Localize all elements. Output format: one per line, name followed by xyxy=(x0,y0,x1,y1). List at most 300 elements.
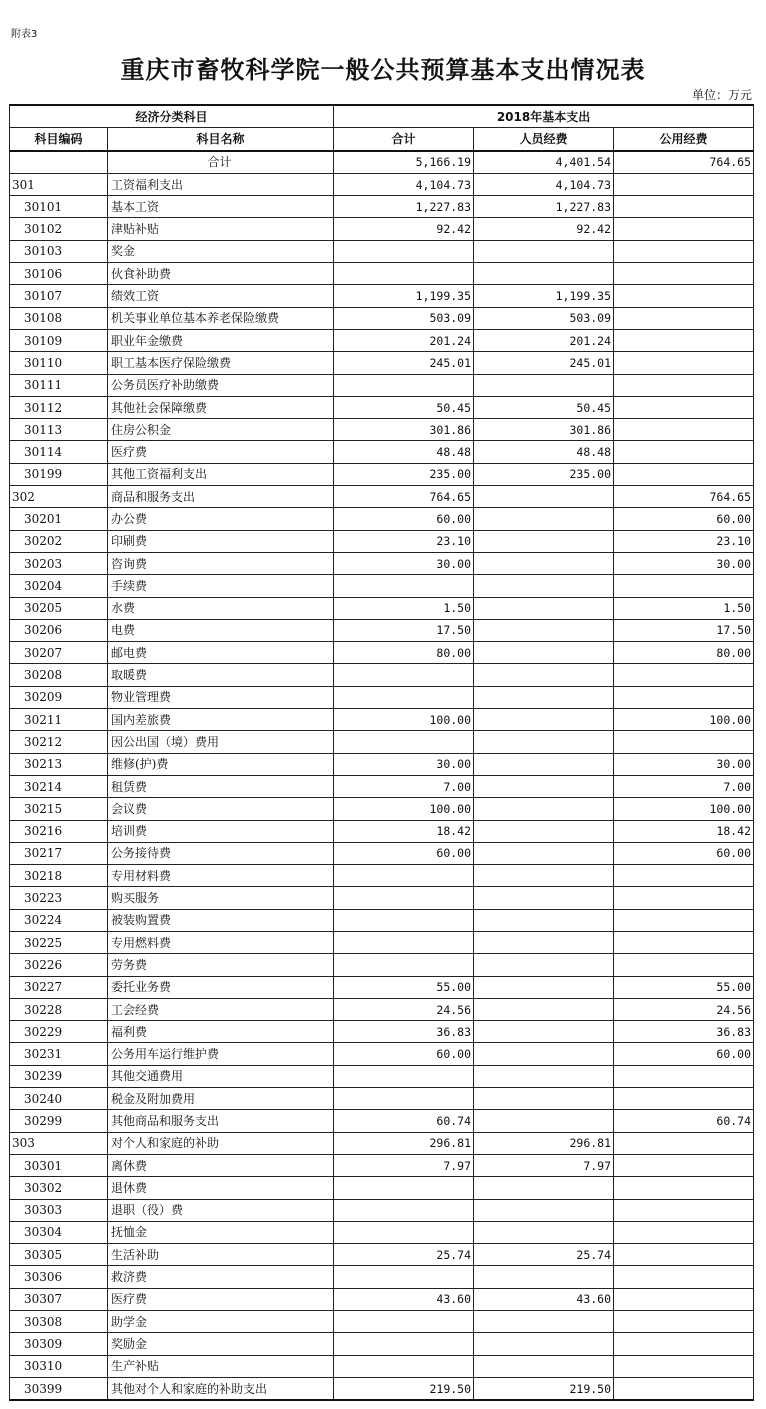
row-name: 公务员医疗补助缴费 xyxy=(108,374,334,396)
row-code: 30112 xyxy=(10,396,108,418)
row-code: 30103 xyxy=(10,240,108,262)
row-name: 邮电费 xyxy=(108,642,334,664)
row-total xyxy=(334,1221,474,1243)
row-total xyxy=(334,731,474,753)
table-row xyxy=(10,463,754,485)
row-code: 303 xyxy=(10,1132,108,1154)
table-row xyxy=(10,508,754,530)
table-row xyxy=(10,753,754,775)
row-name: 购买服务 xyxy=(108,887,334,909)
row-personnel: 301.86 xyxy=(474,419,614,441)
row-code: 30199 xyxy=(10,463,108,485)
row-personnel xyxy=(474,820,614,842)
row-public: 17.50 xyxy=(614,619,754,641)
row-name: 培训费 xyxy=(108,820,334,842)
row-public xyxy=(614,1244,754,1266)
row-personnel xyxy=(474,775,614,797)
row-personnel: 1,199.35 xyxy=(474,285,614,307)
page-title: 重庆市畜牧科学院一般公共预算基本支出情况表 xyxy=(120,56,646,84)
row-code: 30111 xyxy=(10,374,108,396)
row-code: 30301 xyxy=(10,1154,108,1176)
row-personnel xyxy=(474,1110,614,1132)
row-public: 764.65 xyxy=(614,151,754,174)
row-public xyxy=(614,352,754,374)
row-public: 23.10 xyxy=(614,530,754,552)
row-total: 100.00 xyxy=(334,709,474,731)
row-name: 公务用车运行维护费 xyxy=(108,1043,334,1065)
row-name: 其他工资福利支出 xyxy=(108,463,334,485)
table-row xyxy=(10,842,754,864)
row-name: 机关事业单位基本养老保险缴费 xyxy=(108,307,334,329)
row-personnel xyxy=(474,909,614,931)
row-public xyxy=(614,396,754,418)
row-total: 1,227.83 xyxy=(334,196,474,218)
row-name: 伙食补助费 xyxy=(108,263,334,285)
row-name: 奖金 xyxy=(108,240,334,262)
row-name: 其他社会保障缴费 xyxy=(108,396,334,418)
row-code: 30201 xyxy=(10,508,108,530)
row-personnel xyxy=(474,1177,614,1199)
row-total: 17.50 xyxy=(334,619,474,641)
table-row xyxy=(10,374,754,396)
row-total xyxy=(334,240,474,262)
row-total: 50.45 xyxy=(334,396,474,418)
table-row xyxy=(10,1132,754,1154)
header-name: 科目名称 xyxy=(108,128,334,151)
row-personnel xyxy=(474,374,614,396)
table-row xyxy=(10,285,754,307)
row-code: 30106 xyxy=(10,263,108,285)
row-total xyxy=(334,1199,474,1221)
row-total: 503.09 xyxy=(334,307,474,329)
table-row xyxy=(10,1355,754,1377)
row-code: 30107 xyxy=(10,285,108,307)
table-row xyxy=(10,1177,754,1199)
row-public xyxy=(614,865,754,887)
row-name: 电费 xyxy=(108,619,334,641)
row-personnel xyxy=(474,709,614,731)
row-personnel xyxy=(474,998,614,1020)
row-personnel: 7.97 xyxy=(474,1154,614,1176)
row-public: 60.00 xyxy=(614,508,754,530)
table-row xyxy=(10,486,754,508)
row-personnel: 43.60 xyxy=(474,1288,614,1310)
table-row xyxy=(10,731,754,753)
row-personnel xyxy=(474,686,614,708)
row-public: 55.00 xyxy=(614,976,754,998)
row-public: 18.42 xyxy=(614,820,754,842)
row-total: 7.00 xyxy=(334,775,474,797)
row-code: 30228 xyxy=(10,998,108,1020)
row-personnel: 296.81 xyxy=(474,1132,614,1154)
table-row xyxy=(10,820,754,842)
row-personnel xyxy=(474,753,614,775)
row-personnel xyxy=(474,1088,614,1110)
row-public xyxy=(614,686,754,708)
row-name: 办公费 xyxy=(108,508,334,530)
row-total xyxy=(334,1177,474,1199)
row-public xyxy=(614,329,754,351)
row-personnel xyxy=(474,865,614,887)
row-public xyxy=(614,263,754,285)
row-public xyxy=(614,1199,754,1221)
row-public xyxy=(614,1311,754,1333)
table-row xyxy=(10,1288,754,1310)
row-personnel xyxy=(474,1043,614,1065)
row-public xyxy=(614,196,754,218)
row-public xyxy=(614,1221,754,1243)
table-body xyxy=(10,151,754,1401)
table-row xyxy=(10,1065,754,1087)
row-public: 1.50 xyxy=(614,597,754,619)
table-row xyxy=(10,307,754,329)
row-code: 30304 xyxy=(10,1221,108,1243)
row-personnel: 1,227.83 xyxy=(474,196,614,218)
table-row xyxy=(10,441,754,463)
table-row xyxy=(10,909,754,931)
table-row xyxy=(10,352,754,374)
row-code: 30113 xyxy=(10,419,108,441)
row-public xyxy=(614,731,754,753)
row-total: 4,104.73 xyxy=(334,173,474,195)
row-name: 工会经费 xyxy=(108,998,334,1020)
table-row xyxy=(10,1244,754,1266)
row-code: 30217 xyxy=(10,842,108,864)
row-code: 30309 xyxy=(10,1333,108,1355)
table-row xyxy=(10,530,754,552)
row-personnel xyxy=(474,931,614,953)
row-total xyxy=(334,664,474,686)
table-row xyxy=(10,619,754,641)
row-name: 工资福利支出 xyxy=(108,173,334,195)
row-public: 764.65 xyxy=(614,486,754,508)
row-code: 30208 xyxy=(10,664,108,686)
row-name: 取暖费 xyxy=(108,664,334,686)
row-public xyxy=(614,1266,754,1288)
header-group-budget: 2018年基本支出 xyxy=(334,105,754,128)
row-code: 30306 xyxy=(10,1266,108,1288)
row-total xyxy=(334,931,474,953)
row-personnel xyxy=(474,664,614,686)
table-row xyxy=(10,1266,754,1288)
row-name: 医疗费 xyxy=(108,441,334,463)
table-row xyxy=(10,597,754,619)
row-public xyxy=(614,887,754,909)
table-row xyxy=(10,196,754,218)
attachment-label: 附表3 xyxy=(11,29,38,40)
row-total: 301.86 xyxy=(334,419,474,441)
row-personnel: 48.48 xyxy=(474,441,614,463)
row-total: 60.00 xyxy=(334,1043,474,1065)
row-personnel xyxy=(474,1199,614,1221)
table-row xyxy=(10,642,754,664)
row-code: 301 xyxy=(10,173,108,195)
row-personnel xyxy=(474,1333,614,1355)
table-row xyxy=(10,218,754,240)
table-row xyxy=(10,775,754,797)
row-total: 245.01 xyxy=(334,352,474,374)
row-total xyxy=(334,1266,474,1288)
row-public xyxy=(614,1288,754,1310)
row-code: 30213 xyxy=(10,753,108,775)
row-personnel xyxy=(474,240,614,262)
row-code xyxy=(10,151,108,174)
row-code: 30214 xyxy=(10,775,108,797)
row-total: 80.00 xyxy=(334,642,474,664)
table-row xyxy=(10,1333,754,1355)
row-name: 退职（役）费 xyxy=(108,1199,334,1221)
header-total: 合计 xyxy=(334,128,474,151)
row-public: 60.74 xyxy=(614,1110,754,1132)
table-row xyxy=(10,575,754,597)
row-personnel xyxy=(474,552,614,574)
row-personnel xyxy=(474,1266,614,1288)
row-public: 60.00 xyxy=(614,1043,754,1065)
row-name: 退休费 xyxy=(108,1177,334,1199)
row-total: 55.00 xyxy=(334,976,474,998)
row-name: 对个人和家庭的补助 xyxy=(108,1132,334,1154)
row-total: 764.65 xyxy=(334,486,474,508)
row-code: 30305 xyxy=(10,1244,108,1266)
row-name: 水费 xyxy=(108,597,334,619)
row-name: 福利费 xyxy=(108,1021,334,1043)
row-personnel: 4,104.73 xyxy=(474,173,614,195)
table-row xyxy=(10,329,754,351)
row-total xyxy=(334,686,474,708)
row-personnel xyxy=(474,1065,614,1087)
row-name: 被装购置费 xyxy=(108,909,334,931)
table-row xyxy=(10,1199,754,1221)
row-code: 30303 xyxy=(10,1199,108,1221)
row-code: 30302 xyxy=(10,1177,108,1199)
table-row xyxy=(10,1088,754,1110)
header-code: 科目编码 xyxy=(10,128,108,151)
row-total xyxy=(334,374,474,396)
table-row xyxy=(10,1021,754,1043)
row-total: 219.50 xyxy=(334,1377,474,1400)
row-total: 1,199.35 xyxy=(334,285,474,307)
row-name: 职工基本医疗保险缴费 xyxy=(108,352,334,374)
row-total: 7.97 xyxy=(334,1154,474,1176)
row-public xyxy=(614,173,754,195)
row-public xyxy=(614,1088,754,1110)
row-public xyxy=(614,1065,754,1087)
row-total: 100.00 xyxy=(334,798,474,820)
row-code: 30225 xyxy=(10,931,108,953)
row-personnel xyxy=(474,731,614,753)
row-public: 7.00 xyxy=(614,775,754,797)
table-row xyxy=(10,1110,754,1132)
row-public xyxy=(614,1132,754,1154)
table-row xyxy=(10,1154,754,1176)
row-total xyxy=(334,909,474,931)
row-total: 36.83 xyxy=(334,1021,474,1043)
row-total: 18.42 xyxy=(334,820,474,842)
row-personnel xyxy=(474,1021,614,1043)
row-public xyxy=(614,240,754,262)
table-row xyxy=(10,664,754,686)
row-personnel xyxy=(474,798,614,820)
row-total xyxy=(334,1088,474,1110)
row-name: 医疗费 xyxy=(108,1288,334,1310)
row-personnel xyxy=(474,530,614,552)
row-total xyxy=(334,887,474,909)
header-public: 公用经费 xyxy=(614,128,754,151)
row-total xyxy=(334,1355,474,1377)
row-total xyxy=(334,263,474,285)
row-total: 1.50 xyxy=(334,597,474,619)
row-name: 手续费 xyxy=(108,575,334,597)
table-row xyxy=(10,552,754,574)
table-row xyxy=(10,1043,754,1065)
row-code: 30109 xyxy=(10,329,108,351)
row-code: 30102 xyxy=(10,218,108,240)
row-public xyxy=(614,1154,754,1176)
row-code: 30110 xyxy=(10,352,108,374)
table-row xyxy=(10,976,754,998)
table-row xyxy=(10,263,754,285)
row-code: 30227 xyxy=(10,976,108,998)
row-name: 咨询费 xyxy=(108,552,334,574)
row-personnel xyxy=(474,954,614,976)
unit-label: 单位：万元 xyxy=(691,88,752,102)
row-name: 税金及附加费用 xyxy=(108,1088,334,1110)
header-group-economic: 经济分类科目 xyxy=(10,105,334,128)
row-personnel: 235.00 xyxy=(474,463,614,485)
header-personnel: 人员经费 xyxy=(474,128,614,151)
row-public xyxy=(614,931,754,953)
row-personnel xyxy=(474,486,614,508)
row-total xyxy=(334,1065,474,1087)
row-code: 30212 xyxy=(10,731,108,753)
row-total: 235.00 xyxy=(334,463,474,485)
row-public: 100.00 xyxy=(614,798,754,820)
row-code: 30307 xyxy=(10,1288,108,1310)
table-row xyxy=(10,419,754,441)
row-personnel xyxy=(474,642,614,664)
row-code: 30239 xyxy=(10,1065,108,1087)
row-name: 商品和服务支出 xyxy=(108,486,334,508)
row-personnel: 201.24 xyxy=(474,329,614,351)
table-row xyxy=(10,151,754,174)
row-personnel xyxy=(474,1311,614,1333)
row-public xyxy=(614,1377,754,1400)
row-public xyxy=(614,954,754,976)
row-name: 基本工资 xyxy=(108,196,334,218)
table-row xyxy=(10,954,754,976)
table-row xyxy=(10,709,754,731)
row-total: 48.48 xyxy=(334,441,474,463)
row-total xyxy=(334,954,474,976)
row-personnel xyxy=(474,575,614,597)
row-total: 60.00 xyxy=(334,508,474,530)
row-personnel xyxy=(474,976,614,998)
table-row xyxy=(10,173,754,195)
row-code: 30240 xyxy=(10,1088,108,1110)
row-name: 绩效工资 xyxy=(108,285,334,307)
row-total xyxy=(334,865,474,887)
table-row xyxy=(10,240,754,262)
row-name: 专用材料费 xyxy=(108,865,334,887)
row-total: 23.10 xyxy=(334,530,474,552)
row-code: 30209 xyxy=(10,686,108,708)
row-code: 30204 xyxy=(10,575,108,597)
row-personnel: 92.42 xyxy=(474,218,614,240)
row-personnel: 219.50 xyxy=(474,1377,614,1400)
row-name: 助学金 xyxy=(108,1311,334,1333)
row-public: 100.00 xyxy=(614,709,754,731)
row-public: 30.00 xyxy=(614,753,754,775)
row-name: 其他交通费用 xyxy=(108,1065,334,1087)
table-row xyxy=(10,998,754,1020)
row-name: 抚恤金 xyxy=(108,1221,334,1243)
row-public xyxy=(614,664,754,686)
table-row xyxy=(10,686,754,708)
row-public xyxy=(614,1177,754,1199)
row-public xyxy=(614,419,754,441)
table-row xyxy=(10,396,754,418)
row-name: 国内差旅费 xyxy=(108,709,334,731)
row-public: 36.83 xyxy=(614,1021,754,1043)
row-code: 30108 xyxy=(10,307,108,329)
row-total xyxy=(334,1333,474,1355)
row-code: 30224 xyxy=(10,909,108,931)
row-code: 30226 xyxy=(10,954,108,976)
row-code: 30223 xyxy=(10,887,108,909)
row-name: 物业管理费 xyxy=(108,686,334,708)
row-name: 租赁费 xyxy=(108,775,334,797)
row-code: 30114 xyxy=(10,441,108,463)
table-header xyxy=(10,105,754,151)
table-row xyxy=(10,931,754,953)
row-name: 奖励金 xyxy=(108,1333,334,1355)
row-total: 30.00 xyxy=(334,753,474,775)
row-public: 24.56 xyxy=(614,998,754,1020)
row-personnel: 4,401.54 xyxy=(474,151,614,174)
row-total: 5,166.19 xyxy=(334,151,474,174)
row-name: 公务接待费 xyxy=(108,842,334,864)
row-public xyxy=(614,463,754,485)
row-code: 30299 xyxy=(10,1110,108,1132)
row-code: 30229 xyxy=(10,1021,108,1043)
row-total: 296.81 xyxy=(334,1132,474,1154)
row-personnel xyxy=(474,263,614,285)
row-personnel xyxy=(474,597,614,619)
row-total: 25.74 xyxy=(334,1244,474,1266)
row-personnel xyxy=(474,508,614,530)
row-personnel: 50.45 xyxy=(474,396,614,418)
table-row xyxy=(10,887,754,909)
row-total: 43.60 xyxy=(334,1288,474,1310)
row-public: 60.00 xyxy=(614,842,754,864)
row-code: 30215 xyxy=(10,798,108,820)
row-total: 60.74 xyxy=(334,1110,474,1132)
row-public xyxy=(614,374,754,396)
row-public xyxy=(614,575,754,597)
row-name: 会议费 xyxy=(108,798,334,820)
row-code: 30216 xyxy=(10,820,108,842)
row-personnel xyxy=(474,619,614,641)
row-code: 30218 xyxy=(10,865,108,887)
table-row xyxy=(10,798,754,820)
row-name: 合计 xyxy=(108,151,334,174)
row-name: 其他商品和服务支出 xyxy=(108,1110,334,1132)
row-personnel: 503.09 xyxy=(474,307,614,329)
row-public: 30.00 xyxy=(614,552,754,574)
row-public xyxy=(614,909,754,931)
row-code: 30231 xyxy=(10,1043,108,1065)
row-public xyxy=(614,441,754,463)
